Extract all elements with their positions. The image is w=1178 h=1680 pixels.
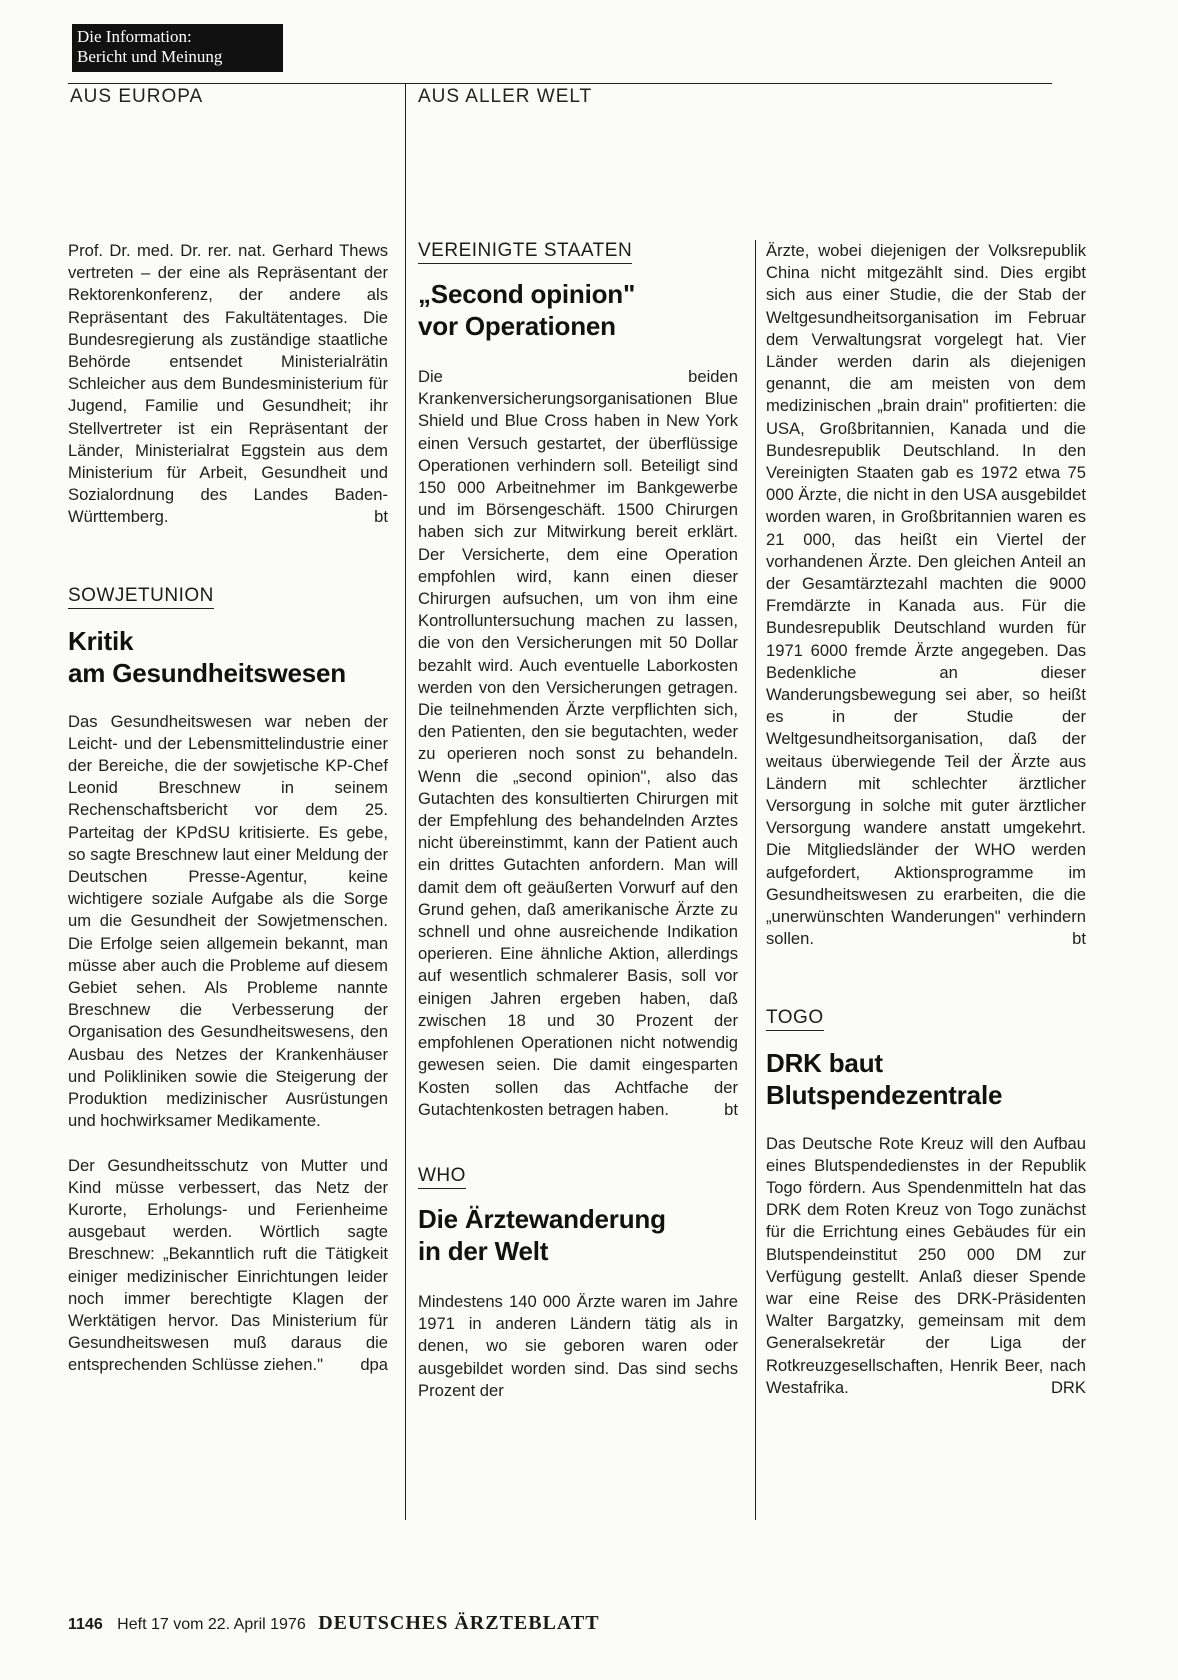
- column-divider-left: [405, 83, 406, 1520]
- rubric-label: [72, 24, 283, 72]
- column-1: [68, 240, 388, 1377]
- kicker-togo: TOGO: [766, 1007, 824, 1031]
- column-divider-right: [755, 240, 756, 1520]
- column-2: [418, 240, 738, 1402]
- author-signature: bt: [374, 507, 388, 527]
- article-soviet: [68, 585, 388, 1377]
- intro-text: Prof. Dr. med. Dr. rer. nat. Gerhard Thews vertreten – der eine als Repräsentant der Rektorenkonferenz, der andere als Repräsentant des Fakultätentages. Die Bundesregierung als zuständige staatliche Behörde entsendet Ministerialrätin Schleicher aus dem Bundesministerium für Jugend, Familie und Gesundheit; ihr Stellvertreter ist ein Repräsentant der Länder, Ministerialrat Eggstein aus dem Ministerium für Arbeit, Gesundheit und Sozialordnung des Landes Baden-Württemberg.: [68, 241, 388, 527]
- author-signature: DRK: [1050, 1377, 1086, 1397]
- headline-drk: [766, 1047, 1086, 1111]
- publication-name: DEUTSCHES ÄRZTEBLATT: [318, 1612, 600, 1634]
- author-signature: dpa: [360, 1355, 388, 1375]
- rubric-line-2: Bericht und Meinung: [77, 47, 223, 66]
- headline-soviet: [68, 625, 388, 689]
- page-footer: [68, 1612, 600, 1635]
- headline-line-1: DRK baut: [766, 1047, 883, 1078]
- headline-line-2: vor Operationen: [418, 311, 616, 341]
- section-heading-world: AUS ALLER WELT: [418, 86, 593, 107]
- headline-line-1: Kritik: [68, 625, 134, 656]
- headline-aerztewanderung: [418, 1203, 738, 1267]
- issue-info: Heft 17 vom 22. April 1976: [117, 1616, 306, 1633]
- kicker-sowjetunion: SOWJETUNION: [68, 585, 214, 609]
- top-rule: [68, 83, 1052, 84]
- headline-line-1: Die Ärztewanderung: [418, 1203, 666, 1234]
- author-signature: bt: [1072, 929, 1086, 949]
- article-intro-continued: [68, 240, 388, 529]
- article-paragraph: [766, 1133, 1086, 1399]
- article-paragraph: [418, 366, 738, 1121]
- paragraph-text: Ärzte, wobei diejenigen der Volksrepublik China nicht mitgezählt sind. Dies ergibt sich aus einer Studie, die der Stab der Weltgesundheitsorganisation im Februar dem Verwaltungsrat vorgelegt hat. Vier Länder werden darin als diejenigen genannt, die am meisten von dem medizinischen „brain drain" profitierten: die USA, Großbritannien, Kanada und die Bundesrepublik Deutschland. In den Vereinigten Staaten gab es 1972 etwa 75 000 Ärzte, die nicht in den USA ausgebildet worden waren, in Großbritannien waren es 21 000, das heißt ein Viertel der vorhandenen Ärzte. Den gleichen Anteil an der Gesamtärztezahl machten die 9000 Fremdärzte in Kanada aus. Für die Bundesrepublik Deutschland wurden für 1971 6000 fremde Ärzte angegeben. Das Bedenkliche an dieser Wanderungsbewegung sei aber, so heißt es in der Studie der Weltgesundheitsorganisation, daß der weitaus überwiegende Teil der Ärzte aus Ländern mit schlechter ärztlicher Versorgung in solche mit guter ärztlicher Versorgung wandere anstatt umgekehrt. Die Mitgliedsländer der WHO werden aufgefordert, Aktionsprogramme im Gesundheitswesen zu erarbeiten, die die „unerwünschten Wanderungen" verhindern sollen.: [766, 241, 1086, 949]
- article-paragraph-continued: [766, 240, 1086, 951]
- author-signature: bt: [724, 1099, 738, 1119]
- article-togo: [766, 1007, 1086, 1399]
- headline-line-2: am Gesundheitswesen: [68, 657, 346, 688]
- article-paragraph: Mindestens 140 000 Ärzte waren im Jahre 1971 in anderen Ländern tätig als in denen, wo sie geboren waren oder ausgebildet worden sind. Das sind sechs Prozent der: [418, 1291, 738, 1400]
- article-paragraph: [68, 1155, 388, 1377]
- kicker-vereinigte-staaten: VEREINIGTE STAATEN: [418, 240, 632, 264]
- kicker-who: WHO: [418, 1165, 466, 1189]
- paragraph-text: Das Deutsche Rote Kreuz will den Aufbau eines Blutspendedienstes in der Republik Togo fördern. Aus Spendenmitteln hat das DRK dem Roten Kreuz von Togo zunächst für die Errichtung eines Gebäudes für ein Blutspendeinstitut 250 000 DM zur Verfügung gestellt. Anlaß dieser Spende war eine Reise des DRK-Präsidenten Walter Bargatzky, gemeinsam mit dem Generalsekretär der Liga der Rotkreuzgesellschaften, Henrik Beer, nach Westafrika.: [766, 1133, 1086, 1397]
- headline-line-1: „Second opinion": [418, 279, 636, 309]
- paragraph-text: Der Gesundheitsschutz von Mutter und Kind müsse verbessert, das Netz der Kurorte, Erholungs- und Ferienheime ausgebaut werden. Wörtlich sagte Breschnew: „Bekanntlich ruft die Tätigkeit einiger medizinischer Einrichtungen leider noch immer berechtigte Klagen der Werktätigen hervor. Das Ministerium für Gesundheitswesen muß daraus die entsprechenden Schlüsse ziehen.": [68, 1155, 388, 1375]
- headline-line-2: Blutspendezentrale: [766, 1079, 1003, 1110]
- column-3: [766, 240, 1086, 1399]
- rubric-line-1: Die Information:: [77, 27, 192, 46]
- section-heading-europe: AUS EUROPA: [70, 86, 204, 107]
- paragraph-text: Die beiden Krankenversicherungsorganisationen Blue Shield und Blue Cross haben in New York einen Versuch gestartet, der überflüssige Operationen verhindern soll. Beteiligt sind 150 000 Arbeitnehmer im Bankgewerbe und im Börsengeschäft. 1500 Chirurgen haben sich zur Mitwirkung bereit erklärt. Der Versicherte, dem eine Operation empfohlen wird, kann einen dieser Chirurgen aufsuchen, um von ihm eine Kontrolluntersuchung machen zu lassen, die von den Versicherungen mit 50 Dollar bezahlt wird. Auch eventuelle Laborkosten werden von den Versicherungen getragen. Die teilnehmenden Ärzte verpflichten sich, den Patienten, den sie begutachten, weder zu operieren noch sonst zu behandeln. Wenn die „second opinion", also das Gutachten des konsultierten Chirurgen mit der Empfehlung des behandelnden Arztes nicht übereinstimmt, kann der Patient auch ein drittes Gutachten anfordern. Man will damit dem oft geäußerten Vorwurf auf den Grund gehen, daß amerikanische Ärzte zu schnell und ohne ausreichende Indikation operieren. Eine ähnliche Aktion, allerdings auf wesentlich schmalerer Basis, soll vor einigen Jahren ergeben haben, daß zwischen 18 und 30 Prozent der empfohlenen Operationen nicht notwendig gewesen seien. Die damit eingesparten Kosten sollen das Achtfache der Gutachtenkosten betragen haben.: [418, 367, 738, 1119]
- headline-second-opinion: [418, 278, 738, 342]
- headline-line-2: in der Welt: [418, 1235, 549, 1266]
- page-number: 1146: [68, 1616, 103, 1633]
- article-paragraph: Das Gesundheitswesen war neben der Leicht- und der Lebensmittelindustrie einer der Bereiche, die der sowjetische KP-Chef Leonid Breschnew in seinem Rechenschaftsbericht vor dem 25. Parteitag der KPdSU kritisierte. Es gebe, so sagte Breschnew laut einer Meldung der Deutschen Presse-Agentur, keine wichtigere soziale Aufgabe als die Sorge um die Gesundheit der Sowjetmenschen. Die Erfolge seien allgemein bekannt, man müsse aber auch die Probleme auf diesem Gebiet sehen. Als Probleme nannte Breschnew die Verbesserung der Organisation des Gesundheitswesens, den Ausbau des Netzes der Krankenhäuser und Polikliniken sowie die Steigerung der Produktion medizinischer Ausrüstungen und hochwirksamer Medikamente.: [68, 711, 388, 1131]
- article-who: [418, 1165, 738, 1402]
